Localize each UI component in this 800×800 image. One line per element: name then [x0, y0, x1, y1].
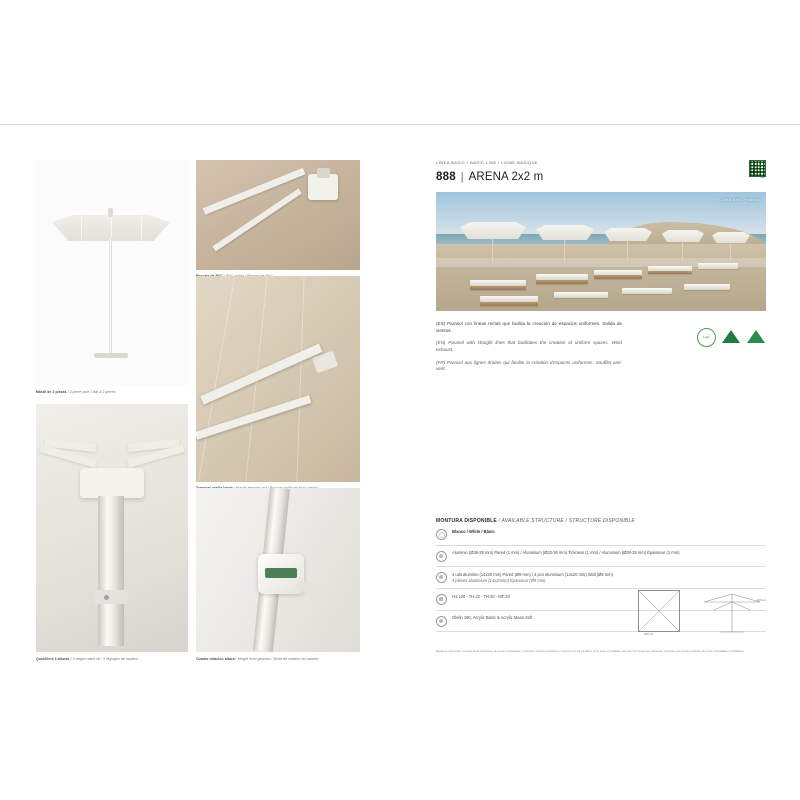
spec-line: H1:120 - TH:22 - TH:30 - MF:20	[452, 593, 510, 599]
certificate-badge-label: Logo	[703, 334, 710, 339]
fabric-icon	[436, 616, 447, 627]
beach-parasol-pole	[682, 241, 683, 261]
beach-lounger-frame	[480, 302, 538, 306]
beach-parasol-pole	[730, 242, 731, 260]
spec-line: Aluminio (Ø38-35 mm) Pared (1 mm) / Aluminium (Ø33-36 mm) Tickness (1 mm) / Aluminium (Ø38-35 mm) Épaisseur (1 mm)	[452, 550, 680, 555]
beach-parasol-pole	[627, 240, 628, 262]
product-photo-fabric-terminal	[196, 276, 360, 482]
canopy-seam	[141, 215, 142, 241]
hub-shape	[80, 468, 144, 498]
brand-logo	[265, 568, 297, 578]
beach-lounger	[684, 284, 730, 290]
elevation-view-diagram	[700, 588, 764, 634]
beach-lounger-frame	[536, 280, 588, 284]
spec-line: Olefin 190, Acrylic Basic & Acrylic Masa Soft	[452, 615, 533, 621]
beach-parasol	[712, 232, 750, 243]
title-separator: |	[460, 171, 464, 183]
product-description	[436, 321, 622, 373]
beach-lounger	[554, 292, 608, 298]
beach-lounger	[622, 288, 672, 294]
product-detail-panel	[436, 160, 766, 379]
qr-code[interactable]	[749, 160, 766, 177]
certificate-badge	[697, 328, 716, 347]
hub-cap-shape	[317, 168, 330, 178]
header-divider	[0, 124, 800, 125]
caption-photo1: Mástil de 2 piezas / 2-piece pole / Mât à 2 pièces	[36, 390, 116, 394]
beach-parasol	[604, 228, 652, 241]
green-triangle-badge-2	[747, 328, 766, 345]
pin-shape	[104, 595, 109, 600]
beach-lounger-frame	[594, 275, 642, 279]
ribs-icon	[436, 572, 447, 583]
canopy-seam	[81, 215, 82, 241]
spec-row	[436, 524, 766, 546]
product-code: 888	[436, 171, 456, 183]
beach-parasol	[662, 230, 704, 242]
beach-lounger-frame	[470, 286, 526, 290]
height-dimension-label: 240 cm	[756, 598, 766, 602]
spec-line: 4 uds aluminio (14x20 mm) Pared (Ø9 mm) / 4 pcs aluminium (14x20 mm) Wall (Ø9 mm)	[452, 571, 613, 577]
spec-row-text	[452, 529, 495, 535]
beach-parasol	[536, 225, 594, 240]
product-photo-gearbox	[196, 488, 360, 652]
clamp-shape	[94, 590, 128, 604]
product-title	[436, 171, 766, 183]
beach-parasol-pole	[564, 239, 565, 263]
color-swatch-icon	[436, 529, 447, 540]
spec-row-text	[452, 550, 679, 556]
description-en: (EN) Parasol with straight lines that facilitates the creation of uniform spaces. Wind exhaust.	[436, 340, 622, 352]
beach-lounger	[698, 263, 738, 269]
triangle-icon	[722, 330, 740, 343]
diagonal-line	[639, 591, 679, 631]
plan-dimension-label: 200 cm	[644, 632, 654, 636]
umbrella-elevation-icon	[700, 588, 764, 634]
description-es: (ES) Parasol con líneas rectas que facilita la creación de espacios uniformes. Salida de vientos.	[436, 321, 622, 333]
spec-row	[436, 546, 766, 568]
product-photo-full-umbrella	[36, 160, 188, 385]
hero-image-beach	[436, 192, 766, 311]
spec-line: Blanco / White / Blanc	[452, 528, 495, 534]
product-photo-pvc-spring	[196, 160, 360, 270]
hero-image-caption: Costa Azul, Francia	[719, 198, 760, 202]
technical-diagrams	[636, 588, 766, 640]
photo-background	[196, 276, 360, 482]
pole-shape	[109, 238, 112, 356]
product-model-name: ARENA 2x2 m	[468, 171, 544, 183]
beach-parasol-pole	[492, 238, 493, 264]
qr-code-label: web	[760, 176, 765, 179]
spec-row-text	[452, 594, 510, 600]
dimensions-icon	[436, 594, 447, 605]
caption-photo5: Cuadro rotación altura / Height level gearbox / Boîte de rotation en hauteur	[196, 657, 319, 661]
mast-shape	[98, 496, 124, 646]
caption-photo4: Quebillera 3 alturas / 3 height rated rib / 3 réglages de hauteur	[36, 657, 139, 661]
product-photo-height-bracket	[36, 404, 188, 652]
certification-badges	[697, 328, 766, 347]
product-line-label: LÍNEA BASIC / BASIC LINE / LIGNE BASIQUE	[436, 160, 539, 165]
description-fr: (FR) Parasol aux lignes droites qui facilite la création d'espaces uniformes. Soufflet anti-vent.	[436, 359, 622, 372]
triangle-icon	[747, 330, 765, 343]
structure-title-en: / AVAILABLE STRUCTURE	[498, 518, 564, 524]
green-triangle-badge-1	[722, 328, 741, 345]
structure-title-fr: / STRUCTURE DISPONIBLE	[565, 518, 635, 524]
spec-row-text	[452, 572, 613, 584]
beach-parasol	[460, 222, 526, 239]
tube-icon	[436, 551, 447, 562]
finial-shape	[108, 208, 113, 217]
beach-lounger-frame	[648, 271, 692, 274]
legal-footnote: Basado en tolerancias. Consulte de las condiciones de uso en la instalación y colocación / Based on tolerances. Consult us on the conditions of the areas of installation and use / Sur la base des tolérances. Consultez-nous sur les conditions des zones d'installation et d'utilisation.	[436, 650, 745, 653]
structure-title-es: MONTURA DISPONIBLE	[436, 518, 497, 524]
spec-line: 4 pièces aluminium (14x20mm) Épaisseur (Ø9 mm)	[452, 577, 546, 583]
plan-view-diagram	[638, 590, 680, 632]
base-shape	[94, 353, 128, 358]
spec-row-text	[452, 615, 532, 621]
spec-row	[436, 567, 766, 589]
